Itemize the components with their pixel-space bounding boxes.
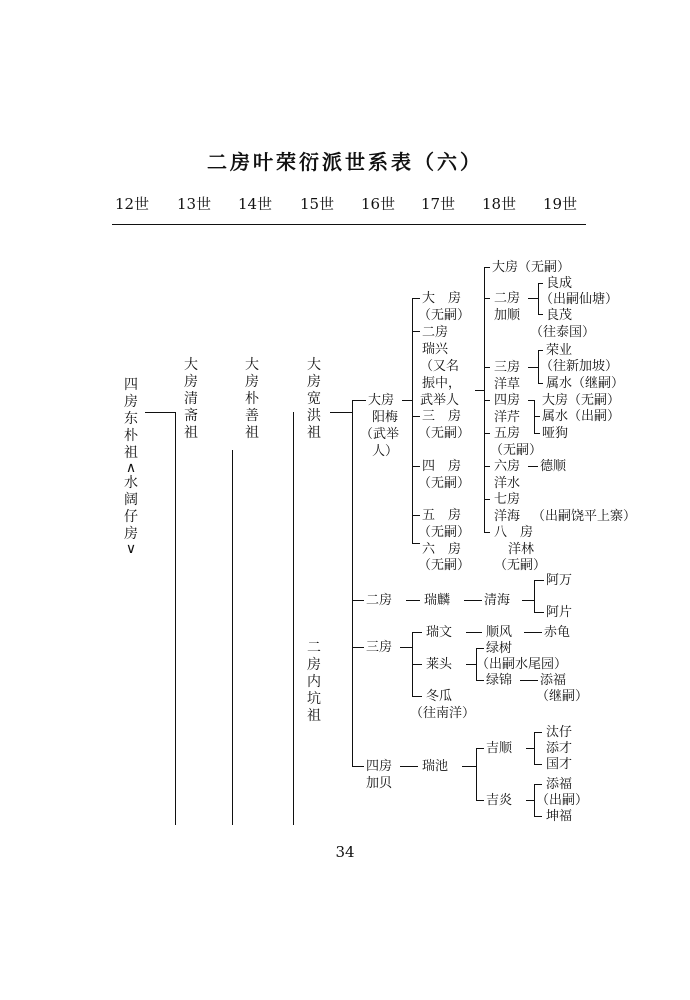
tree-line	[476, 800, 484, 801]
generation-label: 15世	[300, 195, 335, 213]
gen17-a3-note: （无嗣）	[418, 426, 471, 441]
generation-label: 18世	[482, 195, 517, 213]
gen16-a-line4: 人）	[372, 444, 399, 459]
gen17-a4-note: （无嗣）	[418, 476, 471, 491]
gen12-bracket-open: ∧	[125, 460, 137, 476]
gen18-b: 清海	[484, 593, 511, 608]
gen17-a2-title: 武举人	[420, 393, 460, 408]
tree-line	[352, 647, 364, 648]
generation-label: 17世	[421, 195, 456, 213]
tree-line	[538, 283, 543, 284]
tree-line	[352, 400, 353, 766]
tree-line	[534, 416, 540, 417]
tree-line	[528, 298, 538, 299]
gen16-b: 二房	[366, 593, 393, 608]
tree-line	[145, 412, 175, 413]
gen17-c3-note: （往南洋）	[410, 706, 476, 721]
gen17-d: 瑞池	[422, 759, 449, 774]
tree-line	[330, 412, 352, 413]
tree-line	[484, 466, 490, 467]
tree-line	[522, 600, 534, 601]
tree-line	[412, 664, 422, 665]
page-number: 34	[335, 843, 355, 861]
tree-line	[484, 499, 490, 500]
tree-line	[412, 298, 420, 299]
gen19-a2a: 良成	[546, 276, 573, 291]
gen18-a7-name: 洋海	[494, 509, 521, 524]
tree-line	[534, 816, 542, 817]
gen16-a-line2: 阳梅	[372, 410, 399, 425]
tree-line	[352, 400, 366, 401]
tree-line	[484, 433, 490, 434]
gen15-name-a: 大房宽洪祖	[307, 357, 321, 441]
tree-line	[526, 748, 534, 749]
gen17-a4: 四 房	[422, 459, 462, 474]
tree-line	[412, 416, 420, 417]
generation-label: 12世	[115, 195, 150, 213]
gen19-d3: 国才	[546, 757, 573, 772]
gen17-c3: 冬瓜	[426, 689, 453, 704]
gen16-d-line2: 加贝	[366, 776, 393, 791]
tree-line	[352, 600, 364, 601]
tree-line	[466, 632, 482, 633]
gen17-b: 瑞麟	[424, 593, 451, 608]
tree-line	[412, 543, 420, 544]
tree-line	[534, 580, 544, 581]
tree-line	[476, 648, 484, 649]
tree-line	[412, 632, 422, 633]
gen18-a2: 二房	[494, 291, 521, 306]
tree-line	[402, 400, 412, 401]
gen19-d5: 坤福	[546, 809, 573, 824]
tree-line	[400, 766, 418, 767]
gen18-c3: 绿锦	[486, 673, 513, 688]
gen19-a2b: 良茂	[546, 308, 573, 323]
gen18-a8: 八 房	[494, 525, 534, 540]
gen17-a3: 三 房	[422, 409, 462, 424]
gen19-a2b-note: （往泰国）	[530, 325, 596, 340]
tree-line	[538, 283, 539, 314]
tree-line	[534, 784, 542, 785]
generation-label: 13世	[177, 195, 212, 213]
tree-line	[534, 580, 535, 612]
gen18-a4: 四房	[494, 393, 521, 408]
gen17-a6: 六 房	[422, 542, 462, 557]
gen18-c2: 绿树	[486, 641, 513, 656]
gen19-a2a-note: （出嗣仙塘）	[540, 292, 619, 307]
tree-line	[534, 433, 540, 434]
gen18-a4-name: 洋芹	[494, 410, 521, 425]
tree-line	[526, 800, 534, 801]
gen19-a4b: 属水（出嗣）	[542, 409, 621, 424]
gen19-a3b: 属水（继嗣）	[546, 376, 625, 391]
gen16-c: 三房	[366, 640, 393, 655]
tree-line	[232, 450, 233, 825]
tree-line	[484, 267, 490, 268]
gen18-d2: 吉炎	[486, 793, 513, 808]
tree-line	[534, 612, 544, 613]
gen14-name: 大房朴善祖	[245, 357, 259, 441]
gen19-c3: 添福	[540, 673, 567, 688]
gen18-a6: 六房	[494, 459, 521, 474]
tree-line	[484, 400, 490, 401]
gen17-a1: 大 房	[422, 291, 462, 306]
tree-line	[528, 367, 538, 368]
tree-line	[538, 314, 543, 315]
header-divider	[112, 224, 586, 225]
tree-line	[484, 298, 490, 299]
tree-line	[476, 748, 477, 800]
tree-line	[466, 664, 476, 665]
gen17-a5-note: （无嗣）	[418, 525, 471, 540]
tree-line	[400, 647, 412, 648]
gen18-a5-note: （无嗣）	[490, 443, 543, 458]
tree-line	[406, 600, 420, 601]
gen17-a2: 二房	[422, 325, 449, 340]
gen18-d1: 吉顺	[486, 741, 513, 756]
gen19-a3a-note: （往新加坡）	[540, 359, 619, 374]
tree-line	[520, 680, 538, 681]
gen18-a7: 七房	[494, 492, 521, 507]
gen19-d2: 添才	[546, 741, 573, 756]
gen18-a5: 五房	[494, 426, 521, 441]
gen18-a6-name: 洋水	[494, 476, 521, 491]
gen17-a1-note: （无嗣）	[418, 308, 471, 323]
gen13-name: 大房清斋祖	[184, 357, 198, 441]
tree-line	[412, 298, 413, 543]
tree-line	[484, 532, 490, 533]
gen19-d4-note: （出嗣）	[536, 793, 589, 808]
tree-line	[352, 766, 364, 767]
tree-line	[462, 766, 476, 767]
gen18-a8-name: 洋林	[508, 542, 535, 557]
gen19-b2: 阿片	[546, 605, 573, 620]
gen16-d-line1: 四房	[366, 759, 393, 774]
gen17-a2-alias: （又名	[420, 359, 460, 374]
gen12-bracket-close: ∨	[125, 541, 137, 557]
gen15-name-b: 二房内坑祖	[307, 640, 321, 724]
generation-label: 19世	[543, 195, 578, 213]
tree-line	[476, 748, 484, 749]
gen17-a6-note: （无嗣）	[418, 558, 471, 573]
gen17-a5: 五 房	[422, 508, 462, 523]
tree-line	[538, 350, 539, 383]
gen19-b1: 阿万	[546, 573, 573, 588]
tree-line	[538, 350, 543, 351]
gen19-a4c: 哑狗	[542, 426, 569, 441]
gen18-a3: 三房	[494, 360, 521, 375]
tree-line	[412, 515, 420, 516]
gen19-a6: 德顺	[540, 459, 567, 474]
gen12-name: 四房东朴祖	[124, 377, 138, 461]
tree-line	[524, 632, 542, 633]
gen19-c3-note: （继嗣）	[536, 689, 589, 704]
tree-line	[464, 600, 482, 601]
gen17-a2-alias2: 振中，	[422, 376, 462, 391]
tree-line	[412, 331, 420, 332]
gen16-a-line3: （武举	[360, 427, 400, 442]
gen12-note: 水阔仔房	[124, 475, 138, 542]
gen17-c2: 莱头	[426, 657, 453, 672]
generation-label: 14世	[238, 195, 273, 213]
tree-line	[538, 383, 543, 384]
gen18-a2-name: 加顺	[494, 308, 521, 323]
tree-line	[484, 367, 490, 368]
gen17-c1: 瑞文	[426, 625, 453, 640]
gen19-d1: 汰仔	[546, 725, 573, 740]
gen19-c2-note: （出嗣水尾园）	[476, 657, 568, 672]
tree-line	[534, 732, 542, 733]
gen19-a4a: 大房（无嗣）	[542, 393, 621, 408]
tree-line	[534, 764, 542, 765]
gen18-c1: 顺风	[486, 625, 513, 640]
gen19-d4: 添福	[546, 777, 573, 792]
tree-line	[293, 412, 294, 825]
gen19-a3a: 荣业	[546, 343, 573, 358]
tree-line	[476, 680, 484, 681]
gen17-a2-name: 瑞兴	[422, 342, 449, 357]
tree-line	[412, 466, 420, 467]
gen18-a8-note: （无嗣）	[494, 558, 547, 573]
gen16-a-line1: 大房	[368, 393, 395, 408]
generation-label: 16世	[361, 195, 396, 213]
gen18-a1: 大房（无嗣）	[492, 260, 571, 275]
tree-line	[534, 784, 535, 816]
gen19-c1: 赤龟	[544, 625, 571, 640]
gen19-a7-note: （出嗣饶平上寨）	[532, 509, 637, 524]
tree-line	[528, 466, 538, 467]
tree-line	[175, 412, 176, 825]
tree-line	[475, 390, 484, 391]
tree-line	[534, 732, 535, 764]
gen18-a3-name: 洋草	[494, 377, 521, 392]
tree-line	[412, 696, 422, 697]
page-title: 二房叶荣衍派世系表（六）	[207, 150, 483, 174]
